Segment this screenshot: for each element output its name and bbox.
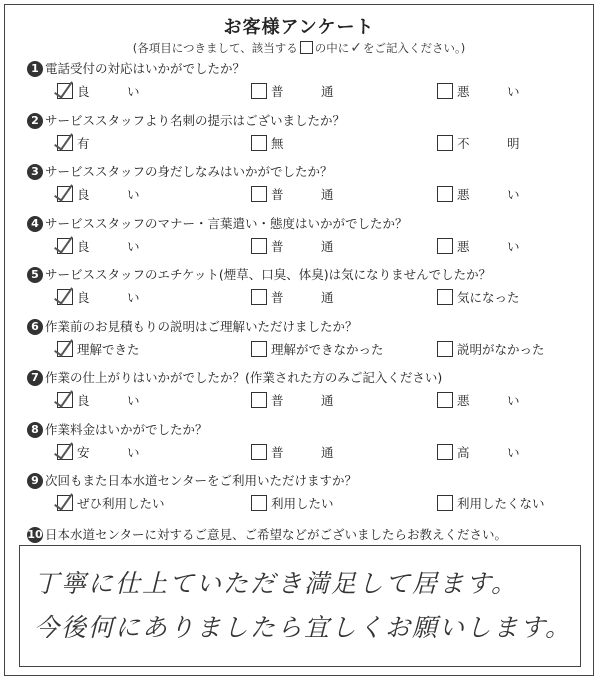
question-1 [27,59,593,109]
option-label: 普 通 [271,393,334,408]
checkbox-icon[interactable] [251,135,267,151]
option-label: 有 [77,135,90,151]
option-label: 利用したい [271,496,334,511]
checkbox-icon[interactable] [251,495,267,511]
option-3[interactable] [437,82,520,100]
question-text: 9 次回もまた日本水道センターをご利用いただけますか？ [27,471,357,489]
question-number-icon: 9 [27,473,43,489]
checkbox-icon[interactable] [251,83,267,99]
checkbox-icon[interactable] [437,135,453,151]
question-5 [27,265,593,315]
option-label: 理解ができなかった [271,341,384,357]
option-label: 良 い [77,238,140,254]
option-2[interactable] [251,391,334,409]
checked-checkbox-icon[interactable] [57,238,73,254]
handwritten-comment-line-2: 今後何にありましたら宜しくお願いします。 [34,613,573,642]
checkbox-icon[interactable] [437,186,453,202]
option-label: 悪 い [457,187,520,202]
checkbox-icon[interactable] [437,238,453,254]
option-1[interactable] [57,237,140,255]
question-number-icon: 2 [27,113,43,129]
option-1[interactable] [57,134,90,152]
checked-checkbox-icon[interactable] [57,495,73,511]
option-label: 無 [271,135,284,151]
checkbox-icon[interactable] [437,444,453,460]
option-2[interactable] [251,340,384,358]
question-number-icon: 7 [27,370,43,386]
checked-checkbox-icon[interactable] [57,289,73,305]
question-number-icon: 3 [27,164,43,180]
option-1[interactable] [57,443,140,461]
option-3[interactable] [437,443,520,461]
checked-checkbox-icon[interactable] [57,392,73,408]
option-1[interactable] [57,391,140,409]
option-label: 普 通 [271,238,334,254]
option-label: 気になった [457,290,520,305]
option-label: 良 い [77,290,140,305]
option-2[interactable] [251,288,334,306]
option-1[interactable] [57,340,140,358]
checkbox-icon[interactable] [437,83,453,99]
option-2[interactable] [251,494,334,512]
option-label: 普 通 [271,444,334,460]
question-text: 4 サービススタッフのマナー・言葉遣い・態度はいかがでしたか？ [27,214,408,232]
option-1[interactable] [57,288,140,306]
option-3[interactable] [437,185,520,203]
option-2[interactable] [251,237,334,255]
question-9 [27,471,593,521]
checkbox-icon[interactable] [251,392,267,408]
option-label: 悪 い [457,393,520,408]
checkbox-icon[interactable] [437,495,453,511]
option-3[interactable] [437,288,520,306]
option-label: 普 通 [271,187,334,202]
checked-checkbox-icon[interactable] [57,135,73,151]
question-text: 3 サービススタッフの身だしなみはいかがでしたか？ [27,162,333,180]
checkbox-icon[interactable] [437,341,453,357]
option-3[interactable] [437,340,545,358]
checkbox-icon[interactable] [437,289,453,305]
handwritten-comment-line-1: 丁寧に仕上ていただき満足して居ます。 [34,569,519,598]
checkbox-icon[interactable] [437,392,453,408]
question-8 [27,420,593,470]
question-number-icon: 6 [27,319,43,335]
option-label: 理解できた [77,341,140,357]
option-3[interactable] [437,391,520,409]
option-2[interactable] [251,82,334,100]
option-3[interactable] [437,494,545,512]
question-3 [27,162,593,212]
instruction-text-pre: (各項目につきまして、該当する [132,41,298,55]
comment-textarea[interactable] [19,545,581,667]
option-label: 悪 い [457,84,520,99]
question-text: 8 作業料金はいかがでしたか？ [27,420,208,438]
question-number-icon: 8 [27,422,43,438]
option-1[interactable] [57,494,165,512]
question-7 [27,368,593,418]
instruction-text-mid: の中に [314,41,350,55]
option-2[interactable] [251,185,334,203]
form-title: お客様アンケート [223,17,375,38]
option-label: 良 い [77,393,140,408]
question-text: 7 作業の仕上がりはいかがでしたか？(作業された方のみご記入ください) [27,368,442,386]
option-label: 悪 い [457,238,520,254]
checked-checkbox-icon[interactable] [57,341,73,357]
checkbox-icon[interactable] [251,444,267,460]
option-3[interactable] [437,237,520,255]
checkbox-sample-icon [300,41,313,54]
checkbox-icon[interactable] [251,238,267,254]
option-label: 利用したくない [457,496,545,511]
option-1[interactable] [57,82,140,100]
question-number-icon: 10 [27,528,43,541]
option-2[interactable] [251,443,334,461]
question-4 [27,214,593,264]
option-label: 安 い [77,444,140,460]
question-number-icon: 1 [27,61,43,77]
option-label: 普 通 [271,84,334,99]
form-instruction [5,40,593,56]
question-text: 1 電話受付の対応はいかがでしたか？ [27,59,245,77]
checkbox-icon[interactable] [251,186,267,202]
option-2[interactable] [251,134,284,152]
question-2 [27,111,593,161]
question-number-icon: 4 [27,216,43,232]
survey-form [4,4,594,676]
option-label: 良 い [77,187,140,202]
checked-checkbox-icon[interactable] [57,186,73,202]
checkbox-icon[interactable] [251,289,267,305]
checkmark-icon: ✓ [350,40,362,56]
option-label: 不 明 [457,135,520,151]
question-text: 2 サービススタッフより名刺の提示はございましたか？ [27,111,345,129]
question-6 [27,317,593,367]
checked-checkbox-icon[interactable] [57,444,73,460]
option-1[interactable] [57,185,140,203]
question-number-icon: 5 [27,267,43,283]
instruction-text-post: をご記入ください。) [363,41,466,55]
option-label: 良 い [77,84,140,99]
question-text: 6 作業前のお見積もりの説明はご理解いただけましたか？ [27,317,358,335]
question-text: 5 サービススタッフのエチケット(煙草、口臭、体臭)は気になりませんでしたか？ [27,265,491,283]
option-label: 高 い [457,444,520,460]
question-text: 10 日本水道センターに対するご意見、ご希望などがございましたらお教えください。 [27,527,508,542]
option-3[interactable] [437,134,520,152]
option-label: 普 通 [271,290,334,305]
checked-checkbox-icon[interactable] [57,83,73,99]
checkbox-icon[interactable] [251,341,267,357]
option-label: 説明がなかった [457,341,545,357]
option-label: ぜひ利用したい [77,496,165,511]
